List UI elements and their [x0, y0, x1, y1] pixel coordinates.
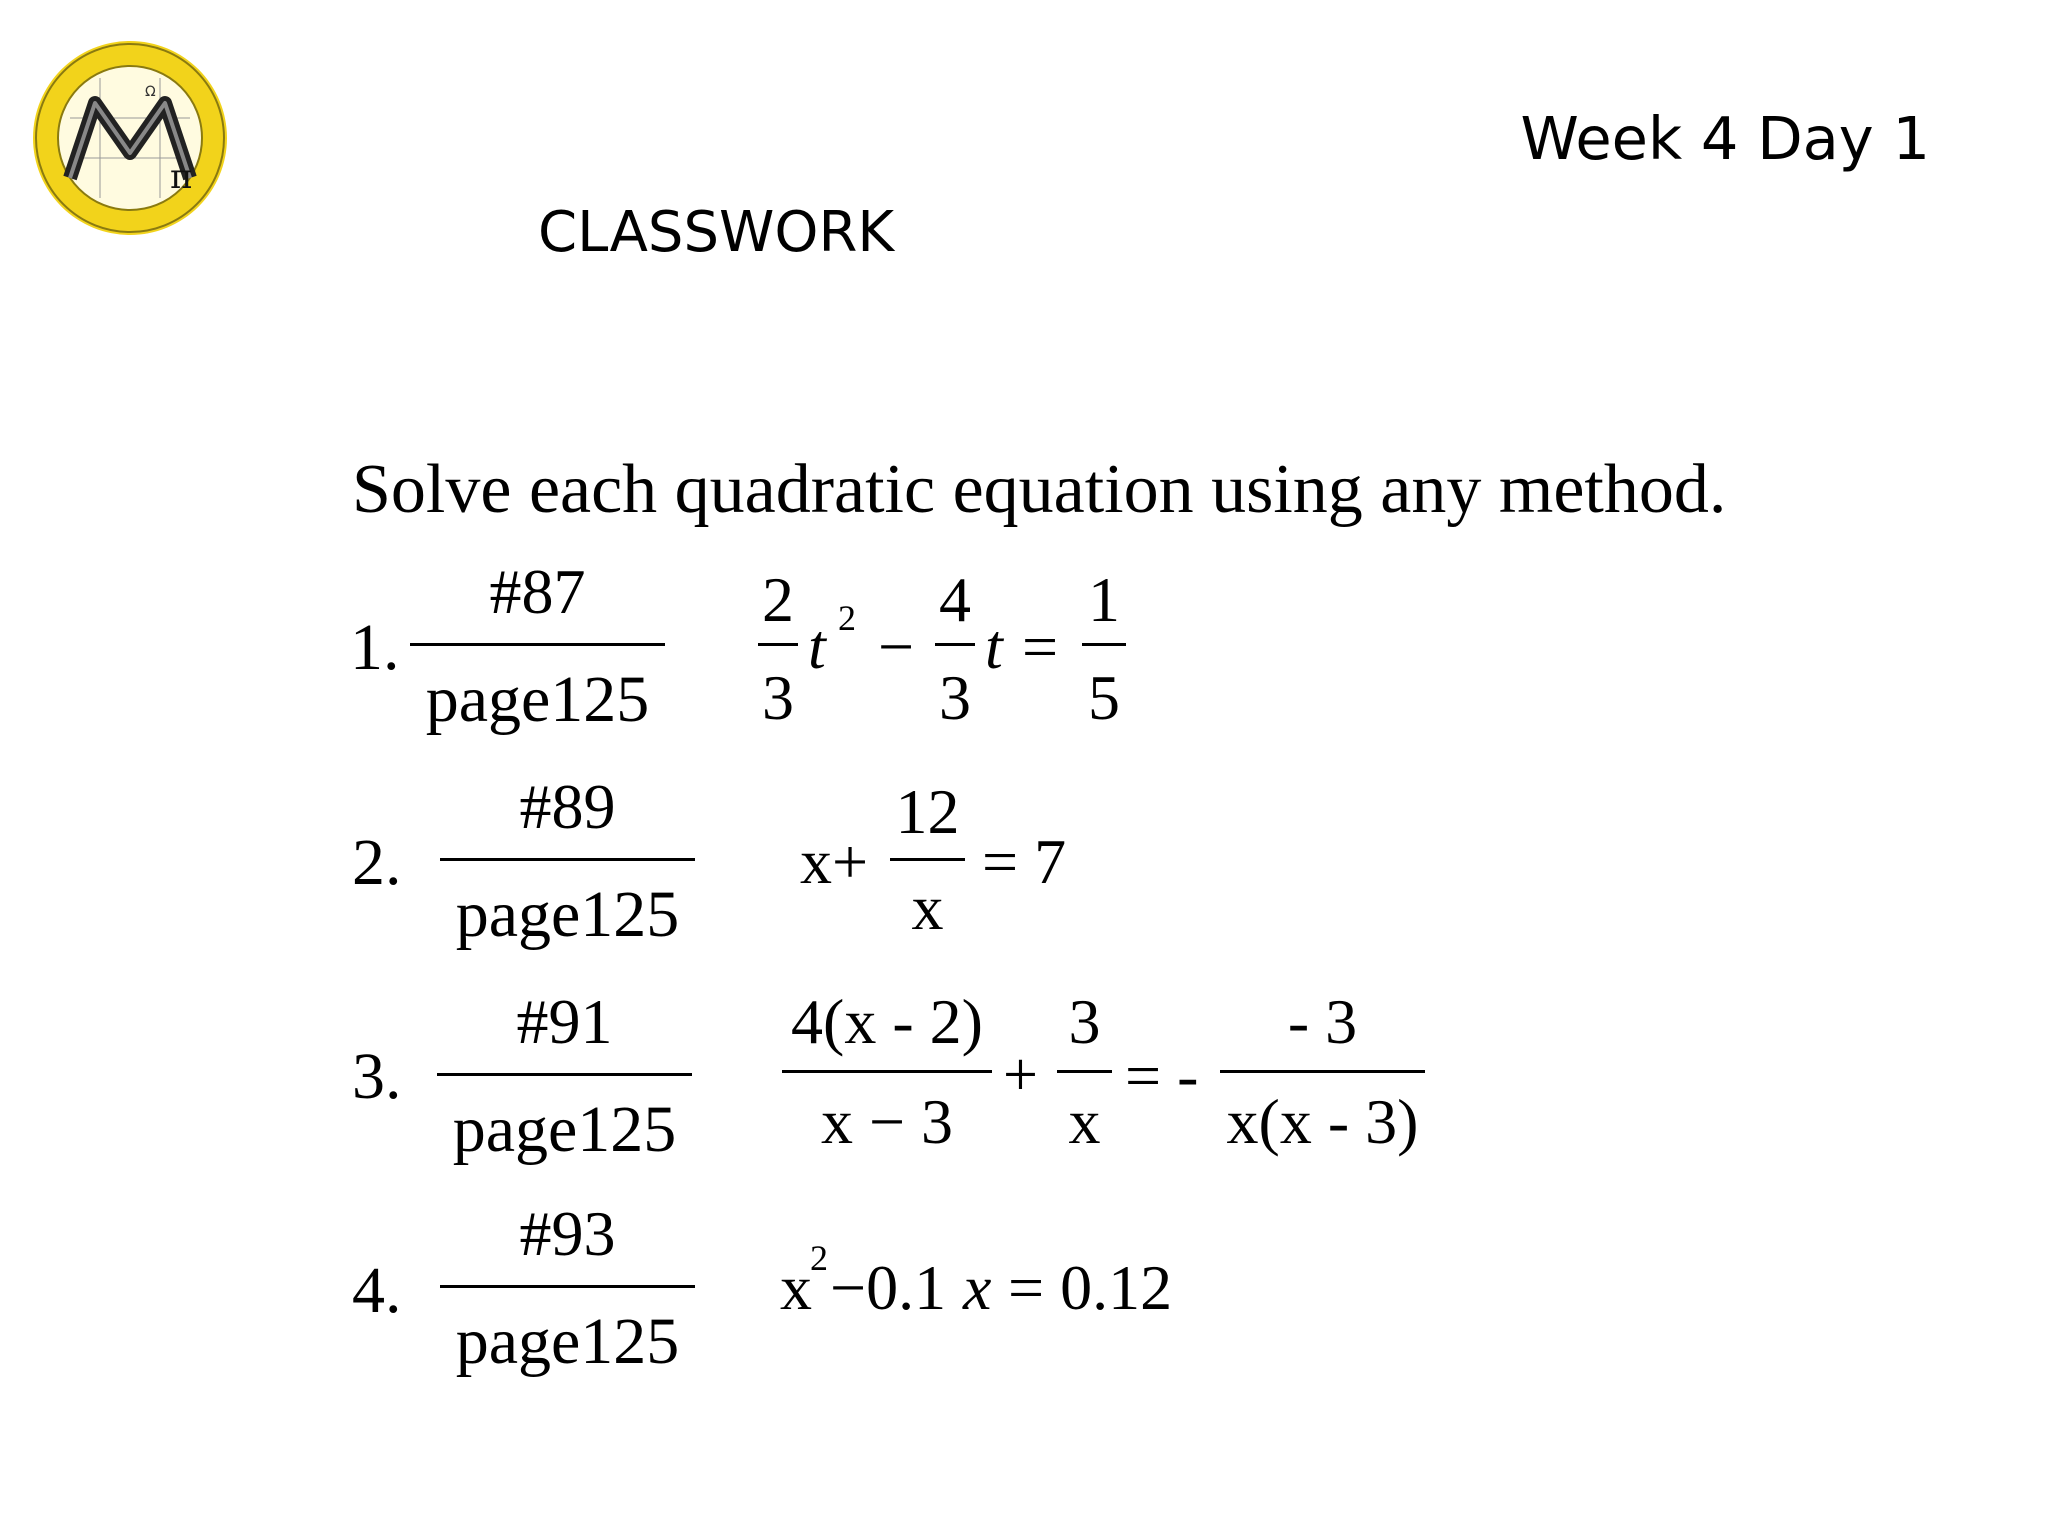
page-number: page125: [452, 1093, 677, 1166]
math-department-seal-icon: [30, 38, 230, 238]
textbook-reference: [437, 986, 692, 1170]
problem-number: 1.: [350, 611, 400, 684]
textbook-reference: [410, 556, 665, 740]
fraction-2-3: 2 3: [758, 568, 798, 738]
exponent: 2: [838, 598, 856, 638]
fraction-3-x: 3 x: [1057, 990, 1112, 1170]
week-day-label: Week 4 Day 1: [1520, 104, 1930, 173]
department-logo: [30, 38, 230, 238]
problem-number: 2.: [352, 826, 402, 899]
exercise-number: #87: [489, 556, 586, 627]
instructions: Solve each quadratic equation using any method.: [352, 451, 1727, 528]
textbook-reference: [440, 771, 695, 955]
svg-text:Ω: Ω: [145, 84, 156, 100]
page-number: page125: [425, 663, 650, 736]
page-number: page125: [455, 878, 680, 951]
page-title: CLASSWORK: [538, 200, 895, 265]
textbook-reference: [440, 1198, 695, 1382]
page-number: page125: [455, 1305, 680, 1378]
exercise-number: #89: [519, 771, 616, 842]
fraction-1-5: 1 5: [1082, 568, 1126, 738]
fraction-neg3-over-x-x-3: - 3 x(x - 3): [1220, 990, 1425, 1170]
exercise-number: #93: [519, 1198, 616, 1269]
problem-number: 3.: [352, 1040, 402, 1113]
exercise-number: #91: [516, 986, 613, 1057]
exponent: 2: [810, 1238, 828, 1278]
svg-text:π: π: [170, 157, 193, 197]
fraction-4-3: 4 3: [935, 568, 975, 738]
problem-number: 4.: [352, 1254, 402, 1327]
fraction-4x-2-over-x-3: 4(x - 2) x − 3: [782, 990, 992, 1170]
fraction-12-x: 12 x: [890, 780, 965, 950]
